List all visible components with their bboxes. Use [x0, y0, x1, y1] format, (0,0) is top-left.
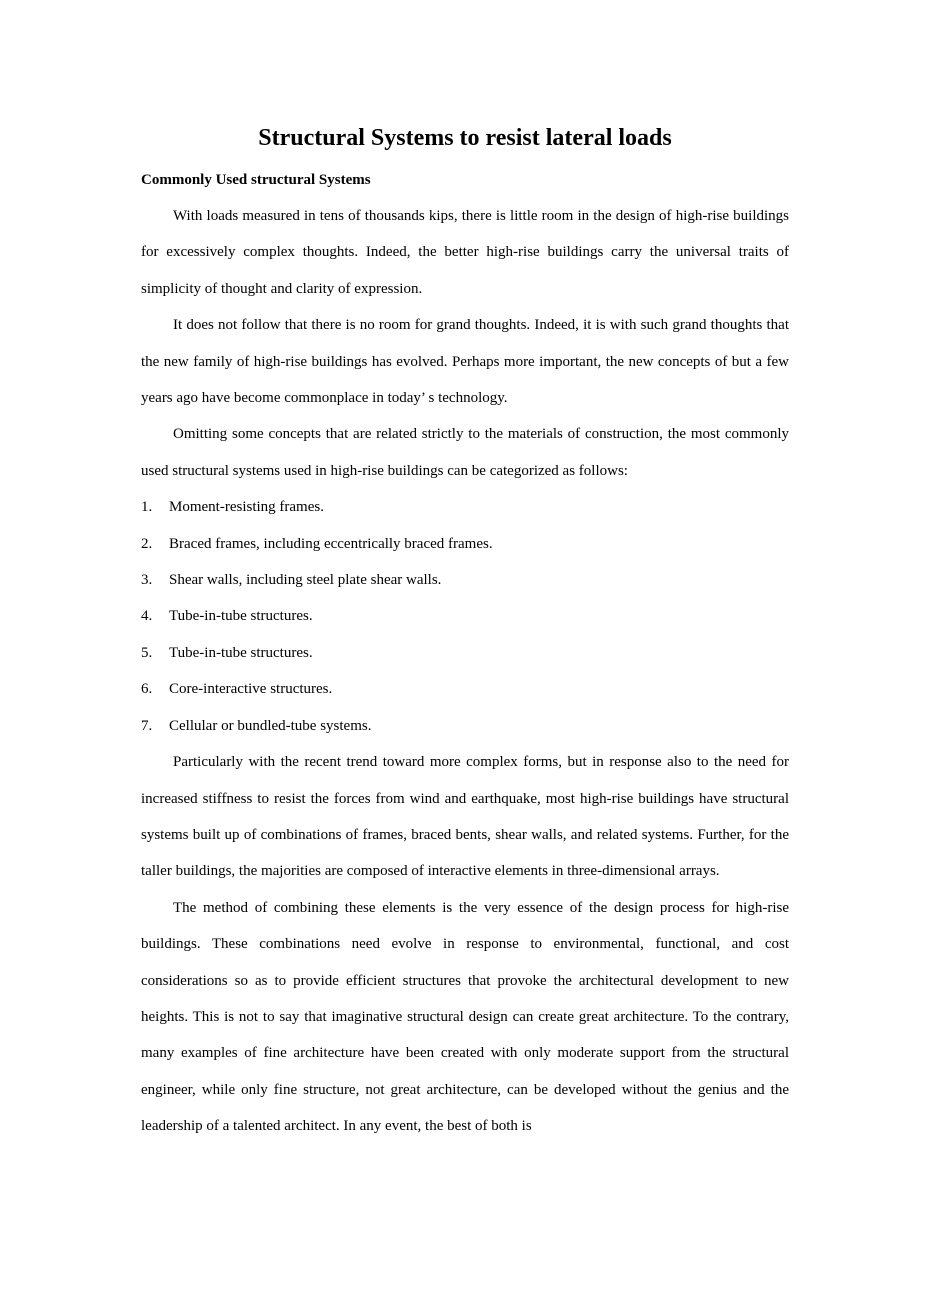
list-item-number: 6. — [141, 681, 153, 698]
list-item — [141, 489, 789, 525]
paragraph: With loads measured in tens of thousands kips, there is little room in the design of high-rise buildings for excessively complex thoughts. Indeed, the better high-rise buildings carry the universal traits of simplicity of thought and clarity of expression. — [141, 208, 789, 297]
paragraph: It does not follow that there is no room for grand thoughts. Indeed, it is with such grand thoughts that the new family of high-rise buildings has evolved. Perhaps more important, the new concepts of but a few years ago have become commonplace in today’ s technology. — [141, 317, 789, 407]
list-item-text: Cellular or bundled-tube systems. — [169, 717, 372, 734]
list-item — [141, 635, 789, 671]
list-item-number: 5. — [141, 644, 153, 661]
list-item — [141, 671, 789, 707]
structural-systems-list — [141, 489, 789, 744]
list-item-text: Core-interactive structures. — [169, 681, 333, 698]
list-item — [141, 598, 789, 634]
list-item-number: 2. — [141, 535, 153, 552]
list-item — [141, 562, 789, 598]
list-item-number: 7. — [141, 717, 153, 734]
list-item — [141, 526, 789, 562]
list-item-number: 4. — [141, 608, 153, 625]
list-item-text: Tube-in-tube structures. — [169, 608, 313, 625]
list-item-text: Moment-resisting frames. — [169, 499, 324, 516]
document-title: Structural Systems to resist lateral loads — [258, 125, 672, 151]
section-heading: Commonly Used structural Systems — [141, 172, 371, 188]
list-item-text: Tube-in-tube structures. — [169, 644, 313, 661]
paragraph: The method of combining these elements is the very essence of the design process for high-rise buildings. These combinations need evolve in response to environmental, functional, and cost considerations so as to provide efficient structures that provoke the architectural development to new heights. This is not to say that imaginative structural design can create great architecture. To the contrary, many examples of fine architecture have been created with only moderate support from the structural engineer, while only fine structure, not great architecture, can be developed without the genius and the leadership of a talented architect. In any event, the best of both is — [141, 899, 789, 1135]
list-item — [141, 708, 789, 744]
list-item-text: Shear walls, including steel plate shear walls. — [169, 572, 442, 589]
document-body — [141, 198, 789, 1145]
paragraph: Particularly with the recent trend toward more complex forms, but in response also to the need for increased stiffness to resist the forces from wind and earthquake, most high-rise buildings have structural systems built up of combinations of frames, braced bents, shear walls, and related systems. Further, for the taller buildings, the majorities are composed of interactive elements in three-dimensional arrays. — [141, 754, 789, 880]
paragraph: Omitting some concepts that are related strictly to the materials of construction, the most commonly used structural systems used in high-rise buildings can be categorized as follows: — [141, 426, 789, 479]
list-item-number: 3. — [141, 572, 153, 589]
list-item-text: Braced frames, including eccentrically braced frames. — [169, 535, 493, 552]
list-item-number: 1. — [141, 499, 153, 516]
